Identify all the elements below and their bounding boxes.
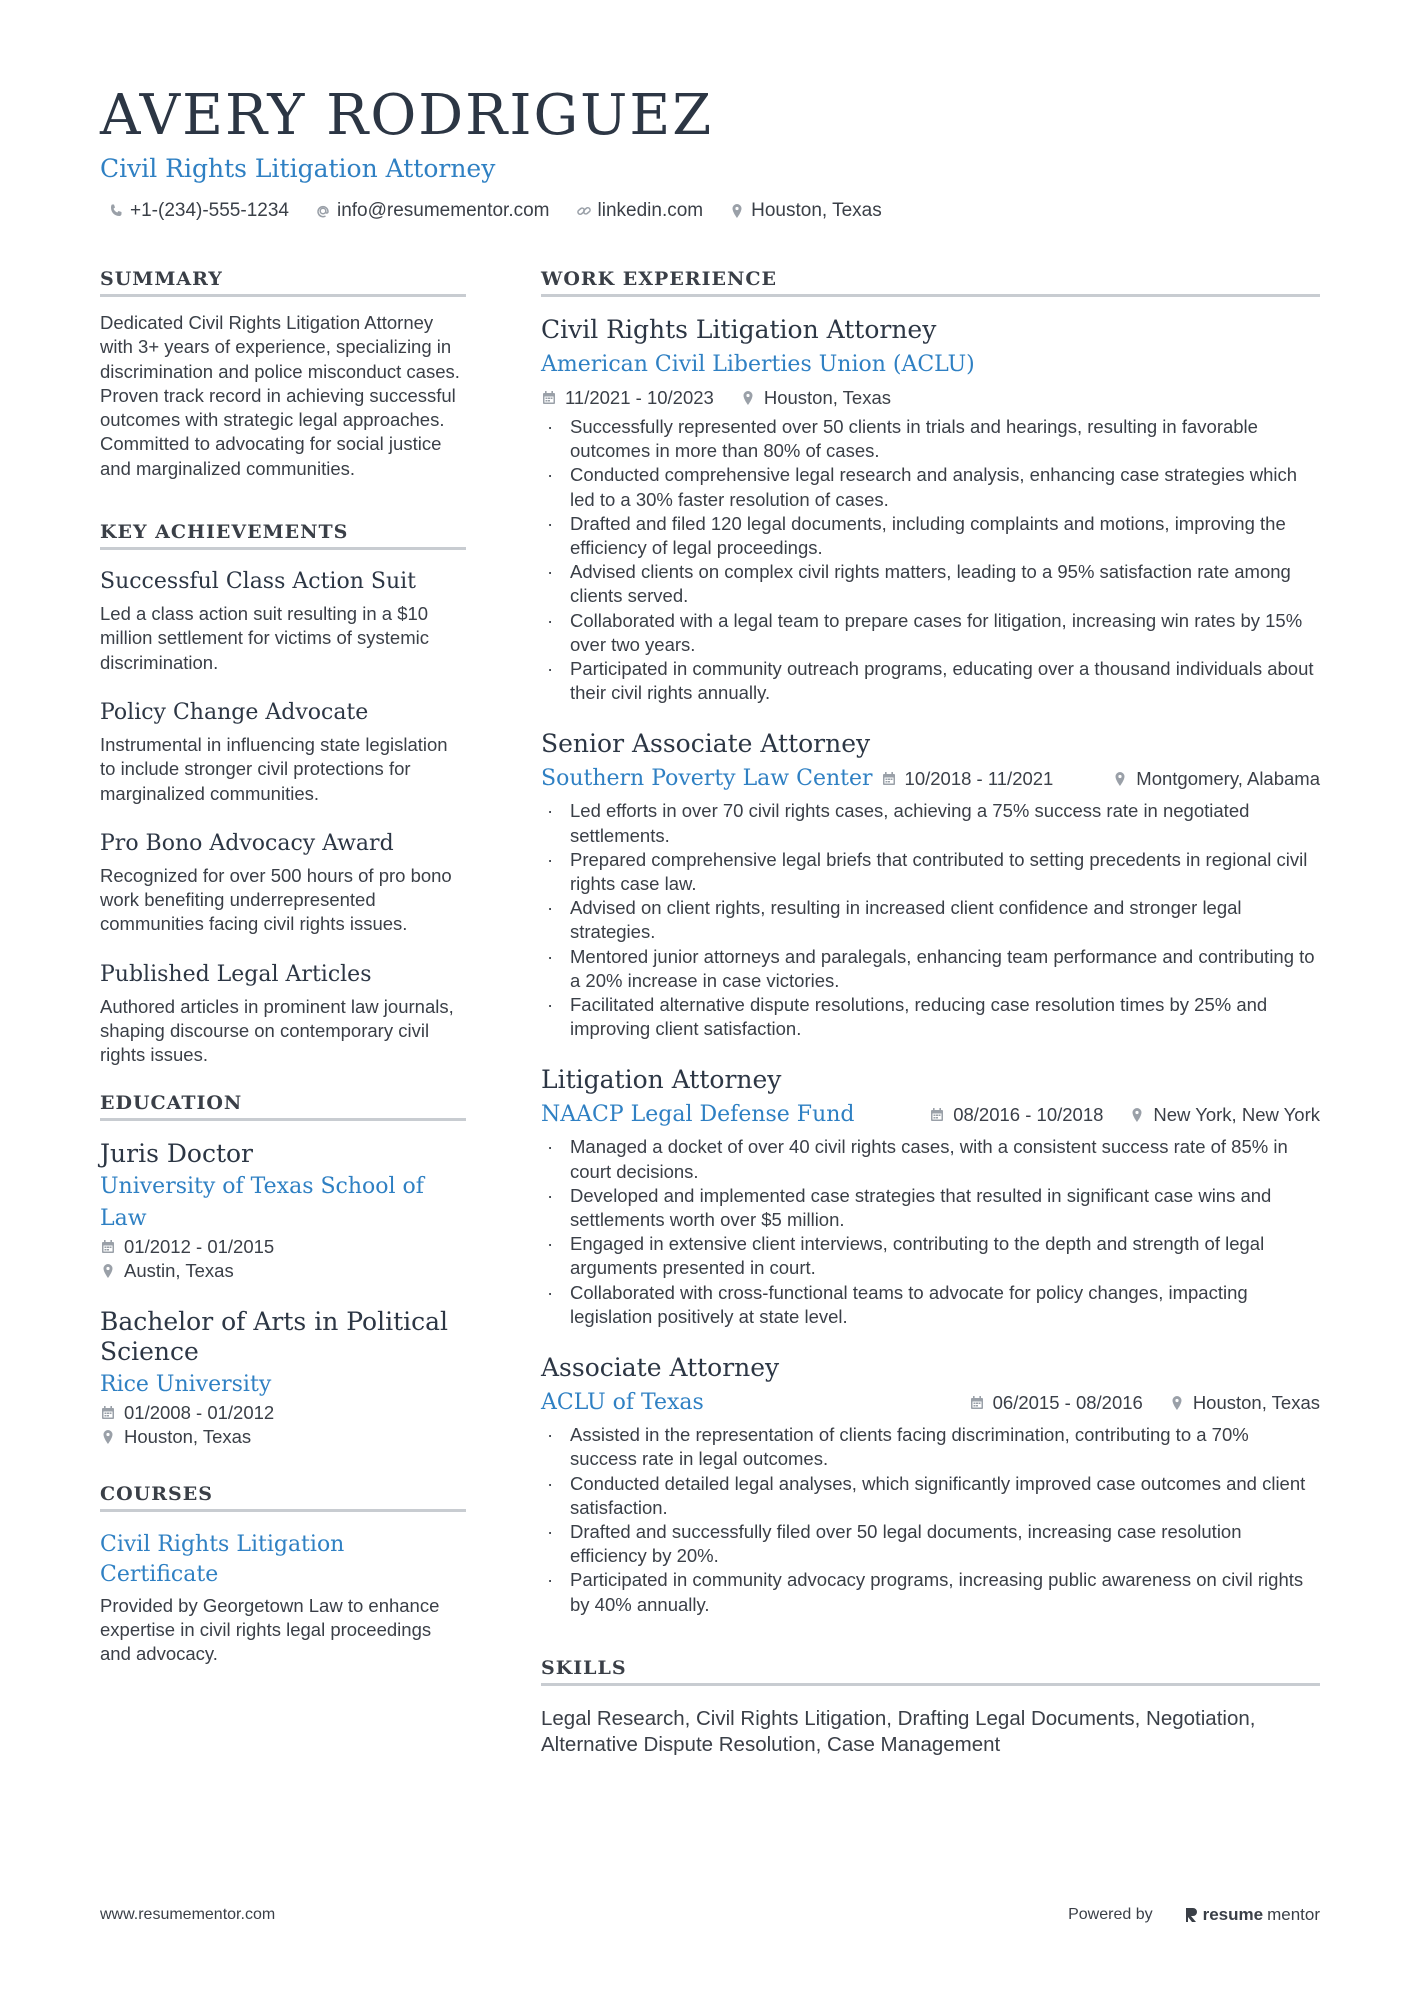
- email-text: info@resumementor.com: [336, 200, 550, 221]
- link-icon: [576, 203, 592, 219]
- job-location: [1169, 1385, 1320, 1421]
- achievements-section: [100, 521, 466, 1068]
- achievement-title: Pro Bono Advocacy Award: [100, 830, 394, 856]
- summary-section: [100, 268, 466, 481]
- map-pin-icon: [100, 1263, 116, 1279]
- achievement-item: [100, 961, 466, 1068]
- calendar-icon: [541, 390, 557, 406]
- education-degree: Juris Doctor: [100, 1138, 253, 1168]
- education-dates-text: 01/2012 - 01/2015: [124, 1235, 275, 1257]
- calendar-icon: [881, 771, 897, 787]
- job-meta: [541, 761, 1320, 797]
- job-bullet: · Collaborated with cross-functional teams to advocate for policy changes, impacting legislation positively at state level.: [541, 1281, 1320, 1329]
- education-location-text: Austin, Texas: [124, 1259, 234, 1281]
- job-bullet: · Drafted and successfully filed over 50 legal documents, increasing case resolution efficiency by 20%.: [541, 1520, 1320, 1568]
- job-title: Civil Rights Litigation Attorney: [541, 315, 937, 344]
- brand-name-thin: mentor: [1267, 1905, 1320, 1924]
- job-title: Senior Associate Attorney: [541, 729, 871, 759]
- at-icon: [315, 203, 331, 219]
- job-bullet: · Conducted comprehensive legal research and analysis, enhancing case strategies which led to a 30% faster resolution of cases.: [541, 463, 1320, 511]
- job-bullets: [541, 1135, 1320, 1329]
- skills-text: Legal Research, Civil Rights Litigation, Drafting Legal Documents, Negotiation, Alternative Dispute Resolution, Case Management: [541, 1706, 1256, 1756]
- calendar-icon: [969, 1395, 985, 1411]
- candidate-name: AVERY RODRIGUEZ: [100, 83, 714, 148]
- location-text: Houston, Texas: [751, 200, 882, 221]
- job-bullet: · Led efforts in over 70 civil rights cases, achieving a 75% success rate in negotiated settlements.: [541, 799, 1320, 847]
- job-location: [1112, 761, 1320, 797]
- education-school: Rice University: [100, 1371, 272, 1397]
- course-title: Civil Rights Litigation Certificate: [100, 1531, 345, 1587]
- courses-heading: COURSES: [100, 1483, 466, 1512]
- brand-logo[interactable]: [1185, 1905, 1320, 1925]
- brand-name-bold: resume: [1202, 1905, 1264, 1924]
- job-dates: [541, 383, 714, 413]
- page-footer: [100, 1905, 1320, 1925]
- job-dates: [881, 761, 1054, 797]
- achievements-heading: KEY ACHIEVEMENTS: [100, 521, 466, 550]
- experience-section: [541, 268, 1320, 1617]
- map-pin-icon: [1169, 1395, 1185, 1411]
- job-title: Associate Attorney: [541, 1353, 780, 1383]
- achievement-item: [100, 830, 466, 937]
- education-item: [100, 1139, 466, 1283]
- achievement-item: [100, 699, 466, 806]
- phone-icon: [108, 203, 124, 219]
- job-bullet: · Advised on client rights, resulting in increased client confidence and stronger legal strategies.: [541, 896, 1320, 944]
- job-bullets: [541, 1423, 1320, 1617]
- job-bullet: · Drafted and filed 120 legal documents, including complaints and motions, improving the efficiency of legal proceedings.: [541, 512, 1320, 560]
- resumementor-logo-icon: [1185, 1906, 1199, 1924]
- job-location-text: New York, New York: [1153, 1104, 1320, 1126]
- education-dates: [100, 1235, 466, 1259]
- candidate-title: Civil Rights Litigation Attorney: [100, 154, 496, 183]
- job-bullets: [541, 415, 1320, 705]
- education-school: University of Texas School of Law: [100, 1173, 424, 1231]
- job-meta: [541, 1385, 1320, 1421]
- education-dates: [100, 1401, 466, 1425]
- skills-section: [541, 1657, 1320, 1758]
- job-company: American Civil Liberties Union (ACLU): [541, 352, 975, 377]
- contact-linkedin: [576, 200, 704, 222]
- job-location-text: Houston, Texas: [1192, 1392, 1320, 1414]
- job-dates: [929, 1097, 1103, 1133]
- education-section: [100, 1092, 466, 1449]
- job-bullet: · Mentored junior attorneys and paralegals, enhancing team performance and contributing to a 20% increase in case victories.: [541, 945, 1320, 993]
- job-item: [541, 1351, 1320, 1617]
- job-location-text: Houston, Texas: [763, 387, 892, 408]
- achievement-item: [100, 568, 466, 675]
- contact-location: [729, 200, 882, 222]
- job-bullet: · Engaged in extensive client interviews, contributing to the depth and strength of legal arguments presented in court.: [541, 1232, 1320, 1280]
- map-pin-icon: [729, 203, 745, 219]
- achievement-text: Recognized for over 500 hours of pro bono work benefiting underrepresented communities facing civil rights issues.: [100, 864, 452, 935]
- achievement-text: Instrumental in influencing state legislation to include stronger civil protections for marginalized communities.: [100, 733, 448, 804]
- summary-heading: SUMMARY: [100, 268, 466, 297]
- map-pin-icon: [740, 390, 756, 406]
- summary-text: Dedicated Civil Rights Litigation Attorney with 3+ years of experience, specializing in discrimination and police misconduct cases. Proven track record in achieving successful outcomes with strategic legal approaches. Committed to advocating for social justice and marginalized communities.: [100, 312, 460, 479]
- map-pin-icon: [100, 1429, 116, 1445]
- job-meta: [541, 383, 1320, 413]
- right-column: [541, 268, 1320, 1758]
- calendar-icon: [100, 1405, 116, 1421]
- job-item: [541, 313, 1320, 705]
- calendar-icon: [929, 1107, 945, 1123]
- job-company: Southern Poverty Law Center: [541, 766, 873, 792]
- job-dates-text: 06/2015 - 08/2016: [992, 1392, 1143, 1414]
- linkedin-text: linkedin.com: [597, 200, 704, 221]
- job-location: [740, 383, 891, 413]
- map-pin-icon: [1129, 1107, 1145, 1123]
- powered-by-text: Powered by: [1068, 1906, 1153, 1923]
- job-company: ACLU of Texas: [541, 1390, 704, 1416]
- contact-phone: [108, 200, 289, 222]
- left-column: [100, 268, 466, 1707]
- education-degree: Bachelor of Arts in Political Science: [100, 1306, 449, 1366]
- education-location: [100, 1259, 466, 1283]
- job-bullet: · Facilitated alternative dispute resolutions, reducing case resolution times by 25% and improving client satisfaction.: [541, 993, 1320, 1041]
- footer-website-link[interactable]: www.resumementor.com: [100, 1906, 276, 1923]
- job-dates-text: 11/2021 - 10/2023: [565, 387, 714, 408]
- calendar-icon: [100, 1239, 116, 1255]
- job-dates: [969, 1385, 1143, 1421]
- achievement-text: Authored articles in prominent law journals, shaping discourse on contemporary civil rights issues.: [100, 995, 454, 1066]
- map-pin-icon: [1112, 771, 1128, 787]
- job-dates-text: 10/2018 - 11/2021: [904, 768, 1054, 790]
- contact-email: [315, 200, 550, 222]
- job-bullet: · Advised clients on complex civil rights matters, leading to a 95% satisfaction rate among clients served.: [541, 560, 1320, 608]
- resume-header: [100, 82, 1320, 222]
- job-location-text: Montgomery, Alabama: [1136, 768, 1320, 790]
- job-bullets: [541, 799, 1320, 1041]
- powered-by: [1068, 1905, 1320, 1925]
- experience-heading: WORK EXPERIENCE: [541, 268, 1320, 297]
- job-dates-text: 08/2016 - 10/2018: [953, 1104, 1104, 1126]
- job-bullet: · Participated in community outreach programs, educating over a thousand individuals about their civil rights annually.: [541, 657, 1320, 705]
- education-dates-text: 01/2008 - 01/2012: [124, 1401, 275, 1423]
- job-bullet: · Collaborated with a legal team to prepare cases for litigation, increasing win rates by 15% over two years.: [541, 609, 1320, 657]
- job-bullet: · Prepared comprehensive legal briefs that contributed to setting precedents in regional civil rights case law.: [541, 848, 1320, 896]
- achievement-title: Successful Class Action Suit: [100, 569, 416, 595]
- job-bullet: · Participated in community advocacy programs, increasing public awareness on civil rights by 40% annually.: [541, 1568, 1320, 1616]
- education-heading: EDUCATION: [100, 1092, 466, 1121]
- job-title: Litigation Attorney: [541, 1065, 782, 1095]
- job-bullet: · Assisted in the representation of clients facing discrimination, contributing to a 70% success rate in legal outcomes.: [541, 1423, 1320, 1471]
- job-bullet: · Successfully represented over 50 clients in trials and hearings, resulting in favorable outcomes in more than 80% of cases.: [541, 415, 1320, 463]
- job-item: [541, 1063, 1320, 1329]
- course-text: Provided by Georgetown Law to enhance expertise in civil rights legal proceedings and advocacy.: [100, 1594, 440, 1665]
- job-item: [541, 727, 1320, 1041]
- achievement-title: Published Legal Articles: [100, 961, 372, 987]
- job-bullet: · Managed a docket of over 40 civil rights cases, with a consistent success rate of 85% in court decisions.: [541, 1135, 1320, 1183]
- job-location: [1129, 1097, 1320, 1133]
- education-location-text: Houston, Texas: [124, 1425, 252, 1447]
- education-item: [100, 1307, 466, 1449]
- achievement-title: Policy Change Advocate: [100, 699, 369, 725]
- job-bullet: · Developed and implemented case strategies that resulted in significant case wins and settlements worth over $5 million.: [541, 1184, 1320, 1232]
- phone-text: +1-(234)-555-1234: [130, 200, 289, 221]
- job-meta: [541, 1097, 1320, 1133]
- achievement-text: Led a class action suit resulting in a $10 million settlement for victims of systemic discrimination.: [100, 603, 429, 673]
- skills-heading: SKILLS: [541, 1657, 1320, 1686]
- courses-section: [100, 1483, 466, 1667]
- job-bullet: · Conducted detailed legal analyses, which significantly improved case outcomes and client satisfaction.: [541, 1472, 1320, 1520]
- job-company: NAACP Legal Defense Fund: [541, 1102, 855, 1128]
- contact-bar: [100, 200, 1320, 222]
- education-location: [100, 1425, 466, 1449]
